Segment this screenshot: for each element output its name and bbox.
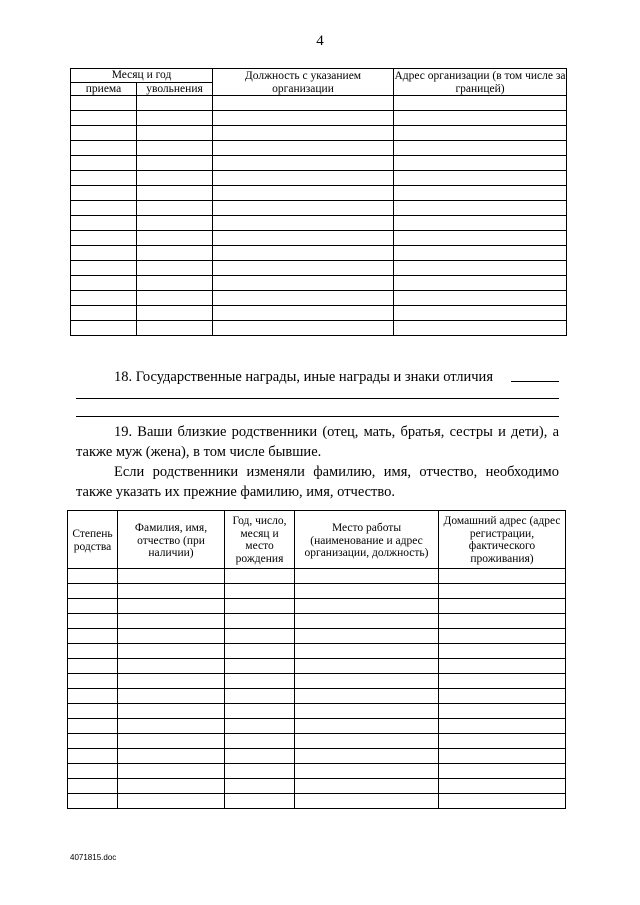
table-cell[interactable] [137, 291, 213, 306]
table-cell[interactable] [225, 673, 295, 688]
table-cell[interactable] [213, 216, 394, 231]
table-cell[interactable] [118, 583, 225, 598]
awards-input-line[interactable] [511, 381, 559, 382]
table-cell[interactable] [394, 321, 567, 336]
table-cell[interactable] [137, 96, 213, 111]
table-row [68, 673, 566, 688]
table-cell[interactable] [71, 111, 137, 126]
table-cell[interactable] [71, 246, 137, 261]
table-cell[interactable] [137, 261, 213, 276]
birth-date-place-header: Год, число, месяц и место рождения [225, 511, 295, 569]
table-cell[interactable] [118, 703, 225, 718]
table-row [71, 231, 567, 246]
table-cell[interactable] [295, 733, 439, 748]
table-row [68, 613, 566, 628]
table-cell[interactable] [439, 673, 566, 688]
table-row [68, 763, 566, 778]
table-cell[interactable] [118, 688, 225, 703]
table-cell[interactable] [225, 613, 295, 628]
table-cell[interactable] [68, 568, 118, 583]
table-row [71, 141, 567, 156]
table-cell[interactable] [68, 748, 118, 763]
table-cell[interactable] [137, 111, 213, 126]
table-cell[interactable] [225, 583, 295, 598]
table-cell[interactable] [213, 261, 394, 276]
table-cell[interactable] [295, 688, 439, 703]
table-cell[interactable] [68, 793, 118, 808]
table-cell[interactable] [71, 291, 137, 306]
table-cell[interactable] [225, 778, 295, 793]
table-cell[interactable] [225, 718, 295, 733]
table-cell[interactable] [394, 141, 567, 156]
table-cell[interactable] [213, 141, 394, 156]
table-cell[interactable] [439, 598, 566, 613]
table-row [68, 598, 566, 613]
table-cell[interactable] [394, 171, 567, 186]
table-cell[interactable] [71, 96, 137, 111]
table-cell[interactable] [68, 688, 118, 703]
table-cell[interactable] [394, 246, 567, 261]
awards-input-line[interactable] [76, 416, 559, 417]
home-address-header: Домашний адрес (адрес регистрации, фактического проживания) [439, 511, 566, 569]
table-cell[interactable] [71, 261, 137, 276]
table-cell[interactable] [394, 306, 567, 321]
table-cell[interactable] [71, 141, 137, 156]
table-cell[interactable] [213, 126, 394, 141]
table-cell[interactable] [68, 583, 118, 598]
table-cell[interactable] [394, 231, 567, 246]
table-cell[interactable] [394, 216, 567, 231]
table-cell[interactable] [68, 658, 118, 673]
table-cell[interactable] [225, 658, 295, 673]
table-cell[interactable] [213, 246, 394, 261]
section-18-text: 18. Государственные награды, иные награды и знаки отличия [114, 369, 493, 385]
table-cell[interactable] [137, 321, 213, 336]
table-cell[interactable] [118, 658, 225, 673]
table-cell[interactable] [394, 201, 567, 216]
table-cell[interactable] [394, 156, 567, 171]
table-cell[interactable] [295, 568, 439, 583]
table-cell[interactable] [295, 793, 439, 808]
table-row [68, 718, 566, 733]
table-cell[interactable] [225, 703, 295, 718]
relation-degree-header: Степень родства [68, 511, 118, 569]
table-cell[interactable] [118, 613, 225, 628]
table-row [71, 201, 567, 216]
dismissal-date-header: увольнения [137, 82, 213, 96]
table-cell[interactable] [225, 628, 295, 643]
table-row [68, 733, 566, 748]
table-cell[interactable] [295, 628, 439, 643]
table-cell[interactable] [68, 673, 118, 688]
table-row [68, 643, 566, 658]
table-cell[interactable] [137, 201, 213, 216]
table-row [71, 111, 567, 126]
table-cell[interactable] [439, 748, 566, 763]
table-cell[interactable] [71, 276, 137, 291]
table-cell[interactable] [68, 643, 118, 658]
table-cell[interactable] [137, 171, 213, 186]
table-cell[interactable] [137, 276, 213, 291]
table-row [71, 171, 567, 186]
table-cell[interactable] [118, 718, 225, 733]
table-row [68, 778, 566, 793]
table-cell[interactable] [118, 748, 225, 763]
table-cell[interactable] [295, 718, 439, 733]
table-cell[interactable] [213, 111, 394, 126]
table-cell[interactable] [71, 126, 137, 141]
table-cell[interactable] [295, 658, 439, 673]
table-cell[interactable] [439, 568, 566, 583]
section-19-text: 19. Ваши близкие родственники (отец, мать, братья, сестры и дети), а также муж (жена), в том числе бывшие. [76, 424, 559, 460]
table-cell[interactable] [439, 718, 566, 733]
table-cell[interactable] [394, 96, 567, 111]
table-cell[interactable] [394, 111, 567, 126]
table-cell[interactable] [225, 733, 295, 748]
table-row [68, 583, 566, 598]
table-cell[interactable] [439, 613, 566, 628]
table-row [68, 568, 566, 583]
table-cell[interactable] [137, 126, 213, 141]
table-cell[interactable] [71, 186, 137, 201]
organization-address-header: Адрес организации (в том числе за границей) [394, 70, 566, 95]
table-cell[interactable] [137, 231, 213, 246]
table-row [71, 186, 567, 201]
table-cell[interactable] [439, 778, 566, 793]
table-cell[interactable] [225, 643, 295, 658]
table-cell[interactable] [71, 321, 137, 336]
table-cell[interactable] [213, 291, 394, 306]
table-row [71, 261, 567, 276]
page-number: 4 [316, 33, 324, 49]
table-cell[interactable] [137, 216, 213, 231]
table-row [71, 216, 567, 231]
table-row [68, 658, 566, 673]
table-row [68, 628, 566, 643]
table-row [68, 793, 566, 808]
table-cell[interactable] [225, 598, 295, 613]
section-19-note: Если родственники изменяли фамилию, имя, отчество, необходимо также указать их прежние фамилию, имя, отчество. [76, 464, 559, 500]
table-cell[interactable] [118, 628, 225, 643]
table-cell[interactable] [439, 733, 566, 748]
table-cell[interactable] [439, 583, 566, 598]
table-cell[interactable] [71, 156, 137, 171]
table-cell[interactable] [137, 246, 213, 261]
table-cell[interactable] [68, 703, 118, 718]
table-row [68, 703, 566, 718]
table-cell[interactable] [213, 306, 394, 321]
employment-table [70, 68, 567, 336]
table-cell[interactable] [118, 763, 225, 778]
table-cell[interactable] [118, 673, 225, 688]
table-cell[interactable] [394, 186, 567, 201]
table-row [71, 276, 567, 291]
table-cell[interactable] [137, 156, 213, 171]
table-cell[interactable] [118, 793, 225, 808]
table-cell[interactable] [394, 291, 567, 306]
table-cell[interactable] [137, 141, 213, 156]
table-cell[interactable] [68, 778, 118, 793]
table-cell[interactable] [225, 748, 295, 763]
table-cell[interactable] [225, 688, 295, 703]
table-cell[interactable] [295, 778, 439, 793]
table-cell[interactable] [137, 306, 213, 321]
table-cell[interactable] [225, 793, 295, 808]
full-name-header: Фамилия, имя, отчество (при наличии) [118, 511, 225, 569]
table-cell[interactable] [213, 96, 394, 111]
table-row [68, 688, 566, 703]
table-cell[interactable] [68, 613, 118, 628]
table-row [71, 246, 567, 261]
employment-table-body [71, 96, 567, 336]
table-cell[interactable] [295, 643, 439, 658]
table-cell[interactable] [213, 321, 394, 336]
table-cell[interactable] [118, 568, 225, 583]
table-cell[interactable] [439, 763, 566, 778]
table-cell[interactable] [439, 643, 566, 658]
position-header: Должность с указанием организации [213, 69, 394, 96]
relatives-table-body [68, 568, 566, 808]
table-cell[interactable] [68, 733, 118, 748]
table-cell[interactable] [213, 156, 394, 171]
table-row [71, 306, 567, 321]
table-cell[interactable] [394, 276, 567, 291]
table-cell[interactable] [68, 598, 118, 613]
table-cell[interactable] [213, 231, 394, 246]
table-row [71, 126, 567, 141]
table-cell[interactable] [213, 201, 394, 216]
hire-date-header: приема [71, 82, 137, 96]
table-cell[interactable] [71, 216, 137, 231]
table-cell[interactable] [118, 778, 225, 793]
table-cell[interactable] [213, 171, 394, 186]
table-cell[interactable] [71, 231, 137, 246]
table-row [68, 748, 566, 763]
table-cell[interactable] [295, 763, 439, 778]
table-cell[interactable] [295, 748, 439, 763]
table-cell[interactable] [118, 598, 225, 613]
table-cell[interactable] [71, 171, 137, 186]
table-cell[interactable] [394, 126, 567, 141]
table-cell[interactable] [68, 628, 118, 643]
table-cell[interactable] [295, 613, 439, 628]
table-cell[interactable] [295, 598, 439, 613]
table-cell[interactable] [68, 718, 118, 733]
table-cell[interactable] [394, 261, 567, 276]
table-row [71, 321, 567, 336]
table-row [71, 96, 567, 111]
table-cell[interactable] [213, 186, 394, 201]
document-id: 4071815.doc [70, 853, 117, 862]
table-cell[interactable] [439, 793, 566, 808]
table-cell[interactable] [295, 583, 439, 598]
table-cell[interactable] [295, 673, 439, 688]
table-cell[interactable] [118, 643, 225, 658]
table-cell[interactable] [118, 733, 225, 748]
table-row [71, 156, 567, 171]
awards-input-line[interactable] [76, 398, 559, 399]
table-cell[interactable] [225, 568, 295, 583]
table-cell[interactable] [225, 763, 295, 778]
table-cell[interactable] [295, 703, 439, 718]
table-cell[interactable] [68, 763, 118, 778]
table-cell[interactable] [213, 276, 394, 291]
workplace-header: Место работы (наименование и адрес организации, должность) [295, 511, 439, 569]
table-row [71, 291, 567, 306]
relatives-table [67, 510, 566, 809]
table-cell[interactable] [71, 306, 137, 321]
table-cell[interactable] [71, 201, 137, 216]
table-cell[interactable] [439, 658, 566, 673]
table-cell[interactable] [439, 703, 566, 718]
table-cell[interactable] [439, 628, 566, 643]
month-year-header: Месяц и год [71, 69, 213, 83]
table-cell[interactable] [137, 186, 213, 201]
table-cell[interactable] [439, 688, 566, 703]
